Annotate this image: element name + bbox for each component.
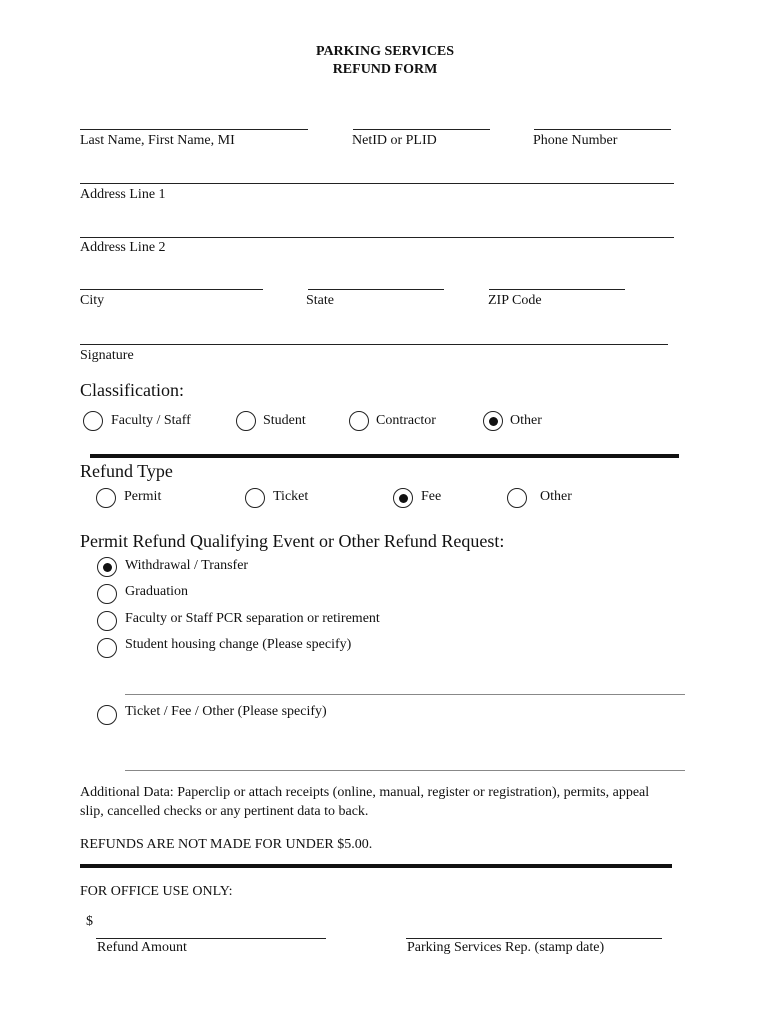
refund-type-ticket-radio[interactable] — [245, 488, 265, 508]
currency-symbol: $ — [86, 914, 93, 929]
housing-specify-line[interactable] — [125, 694, 685, 695]
event-withdrawal-label: Withdrawal / Transfer — [125, 558, 249, 573]
form-title-line1: PARKING SERVICES — [315, 44, 455, 59]
phone-line[interactable] — [534, 129, 671, 130]
refund-type-fee-radio[interactable] — [393, 488, 413, 508]
classification-contractor-radio[interactable] — [349, 411, 369, 431]
classification-other-radio[interactable] — [483, 411, 503, 431]
zip-line[interactable] — [489, 289, 625, 290]
office-use-heading: FOR OFFICE USE ONLY: — [80, 884, 233, 899]
address2-line[interactable] — [80, 237, 674, 238]
classification-contractor-label: Contractor — [376, 413, 436, 428]
classification-faculty-staff-radio[interactable] — [83, 411, 103, 431]
qualifying-event-heading: Permit Refund Qualifying Event or Other Refund Request: — [80, 531, 505, 551]
address2-label: Address Line 2 — [80, 240, 166, 255]
form-title-line2: REFUND FORM — [332, 62, 438, 77]
state-line[interactable] — [308, 289, 444, 290]
rep-label: Parking Services Rep. (stamp date) — [407, 940, 605, 955]
event-withdrawal-radio[interactable] — [97, 557, 117, 577]
event-housing-change-radio[interactable] — [97, 638, 117, 658]
refund-amount-line[interactable] — [96, 938, 326, 939]
refund-type-other-radio[interactable] — [507, 488, 527, 508]
office-divider — [80, 864, 672, 868]
event-housing-change-label: Student housing change (Please specify) — [125, 637, 352, 652]
phone-label: Phone Number — [533, 133, 618, 148]
signature-label: Signature — [80, 348, 134, 363]
classification-faculty-staff-label: Faculty / Staff — [111, 413, 191, 428]
name-label: Last Name, First Name, MI — [80, 133, 235, 148]
other-specify-line[interactable] — [125, 770, 685, 771]
refund-type-permit-label: Permit — [124, 489, 162, 504]
section-divider — [90, 454, 679, 458]
refund-type-other-label: Other — [540, 489, 572, 504]
refund-amount-label: Refund Amount — [97, 940, 187, 955]
address1-label: Address Line 1 — [80, 187, 166, 202]
name-line[interactable] — [80, 129, 308, 130]
refund-type-fee-label: Fee — [421, 489, 442, 504]
event-graduation-radio[interactable] — [97, 584, 117, 604]
netid-line[interactable] — [353, 129, 490, 130]
classification-student-radio[interactable] — [236, 411, 256, 431]
classification-student-label: Student — [263, 413, 306, 428]
refund-type-permit-radio[interactable] — [96, 488, 116, 508]
zip-label: ZIP Code — [488, 293, 542, 308]
event-ticket-fee-other-label: Ticket / Fee / Other (Please specify) — [125, 704, 327, 719]
min-refund-note: REFUNDS ARE NOT MADE FOR UNDER $5.00. — [80, 837, 373, 852]
classification-other-label: Other — [510, 413, 542, 428]
refund-type-ticket-label: Ticket — [273, 489, 309, 504]
event-pcr-separation-radio[interactable] — [97, 611, 117, 631]
refund-type-heading: Refund Type — [80, 461, 173, 481]
address1-line[interactable] — [80, 183, 674, 184]
state-label: State — [306, 293, 334, 308]
netid-label: NetID or PLID — [352, 133, 437, 148]
city-label: City — [80, 293, 105, 308]
signature-line[interactable] — [80, 344, 668, 345]
classification-heading: Classification: — [80, 380, 184, 400]
event-ticket-fee-other-radio[interactable] — [97, 705, 117, 725]
city-line[interactable] — [80, 289, 263, 290]
event-pcr-separation-label: Faculty or Staff PCR separation or retirement — [125, 611, 380, 626]
rep-line[interactable] — [406, 938, 662, 939]
additional-data-note: Additional Data: Paperclip or attach receipts (online, manual, register or registration), permits, appeal slip, cancelled checks or any pertinent data to back. — [80, 785, 650, 819]
event-graduation-label: Graduation — [125, 584, 188, 599]
